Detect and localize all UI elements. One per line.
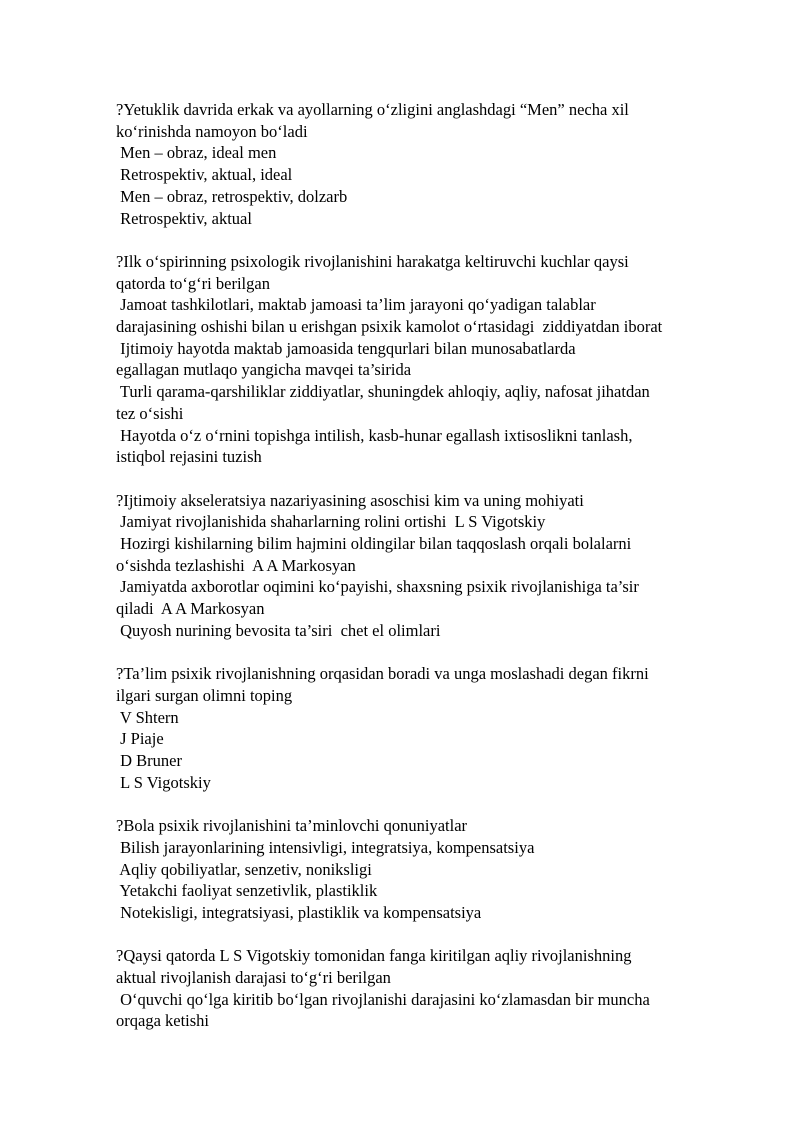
question-text: ?Bola psixik rivojlanishini ta’minlovchi qonuniyatlar	[116, 816, 468, 836]
answer-option: orqaga ketishi	[116, 1011, 210, 1031]
answer-option: Notekisligi, integratsiyasi, plastiklik va kompensatsiya	[116, 902, 482, 922]
question-text: ko‘rinishda namoyon bo‘ladi	[116, 121, 308, 141]
answer-option: O‘quvchi qo‘lga kiritib bo‘lgan rivojlanishi darajasini ko‘zlamasdan bir muncha	[116, 989, 650, 1009]
answer-option: V Shtern	[116, 707, 179, 727]
question-block-6	[116, 945, 756, 1032]
answer-option: Jamiyatda axborotlar oqimini ko‘payishi, shaxsning psixik rivojlanishiga ta’sir	[116, 577, 639, 597]
answer-option: tez o‘sishi	[116, 403, 184, 423]
question-block-5	[116, 815, 756, 924]
answer-option: darajasining oshishi bilan u erishgan psixik kamolot o‘rtasidagi ziddiyatdan iborat	[116, 317, 663, 337]
question-text: ?Yetuklik davrida erkak va ayollarning o‘zligini anglashdagi “Men” necha xil	[116, 100, 629, 119]
answer-option: Jamoat tashkilotlari, maktab jamoasi ta’lim jarayoni qo‘yadigan talablar	[116, 295, 596, 315]
answer-option: qiladi A A Markosyan	[116, 599, 265, 619]
answer-option: J Piaje	[116, 729, 164, 749]
answer-option: Aqliy qobiliyatlar, senzetiv, noniksligi	[116, 859, 372, 879]
answer-option: Retrospektiv, aktual, ideal	[116, 165, 293, 185]
answer-option: Men – obraz, retrospektiv, dolzarb	[116, 186, 348, 206]
answer-option: Hayotda o‘z o‘rnini topishga intilish, kasb-hunar egallash ixtisoslikni tanlash,	[116, 425, 633, 445]
question-block-2	[116, 251, 756, 468]
question-block-4	[116, 663, 756, 793]
answer-option: Turli qarama-qarshiliklar ziddiyatlar, shuningdek ahloqiy, aqliy, nafosat jihatdan	[116, 382, 650, 402]
question-text: qatorda to‘g‘ri berilgan	[116, 273, 270, 293]
answer-option: o‘sishda tezlashishi A A Markosyan	[116, 555, 356, 575]
answer-option: Hozirgi kishilarning bilim hajmini oldingilar bilan taqqoslash orqali bolalarni	[116, 534, 632, 554]
answer-option: Men – obraz, ideal men	[116, 143, 277, 163]
question-text: aktual rivojlanish darajasi to‘g‘ri berilgan	[116, 968, 391, 988]
question-text: ?Qaysi qatorda L S Vigotskiy tomonidan fanga kiritilgan aqliy rivojlanishning	[116, 946, 632, 966]
answer-option: Quyosh nurining bevosita ta’siri chet el olimlari	[116, 620, 441, 640]
answer-option: Retrospektiv, aktual	[116, 208, 252, 228]
answer-option: egallagan mutlaqo yangicha mavqei ta’sirida	[116, 360, 412, 380]
question-text: ?Ijtimoiy akseleratsiya nazariyasining asoschisi kim va uning mohiyati	[116, 490, 584, 510]
question-text: ilgari surgan olimni toping	[116, 685, 293, 705]
answer-option: Ijtimoiy hayotda maktab jamoasida tengqurlari bilan munosabatlarda	[116, 338, 576, 358]
answer-option: Jamiyat rivojlanishida shaharlarning rolini ortishi L S Vigotskiy	[116, 512, 546, 532]
answer-option: Bilish jarayonlarining intensivligi, integratsiya, kompensatsiya	[116, 837, 535, 857]
question-block-1	[116, 99, 756, 229]
answer-option: D Bruner	[116, 751, 182, 771]
answer-option: istiqbol rejasini tuzish	[116, 447, 262, 467]
answer-option: Yetakchi faoliyat senzetivlik, plastiklik	[116, 881, 378, 901]
document-page	[116, 99, 756, 1054]
question-text: ?Ilk o‘spirinning psixologik rivojlanishini harakatga keltiruvchi kuchlar qaysi	[116, 251, 629, 271]
question-block-3	[116, 490, 756, 642]
answer-option: L S Vigotskiy	[116, 772, 211, 792]
question-text: ?Ta’lim psixik rivojlanishning orqasidan boradi va unga moslashadi degan fikrni	[116, 664, 649, 684]
